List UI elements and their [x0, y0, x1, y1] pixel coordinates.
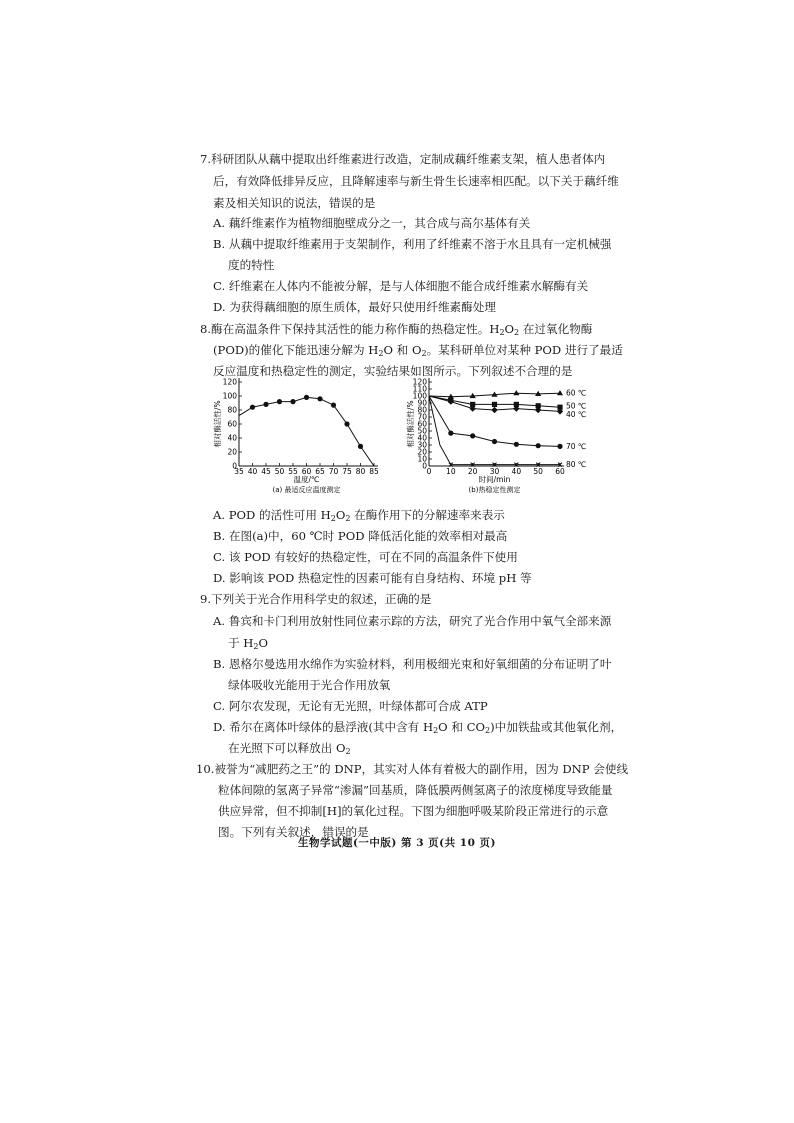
y-tick-label: 90: [417, 398, 427, 408]
data-point: [448, 431, 453, 436]
q7-option-d: D. 为获得藕细胞的原生质体，最好只使用纤维素酶处理: [213, 300, 496, 314]
data-point: [358, 444, 363, 449]
x-tick-label: 50: [533, 467, 543, 476]
q9-stem: 9.下列关于光合作用科学史的叙述，正确的是: [200, 592, 432, 606]
x-tick-label: 85: [369, 467, 379, 476]
q9-option-c: C. 阿尔农发现，无论有无光照，叶绿体都可合成 ATP: [213, 699, 488, 713]
chart-title: (a) 最适反应温度测定: [272, 486, 341, 494]
q8-stem-line-1: 8.酶在高温条件下保持其活性的能力称作酶的热稳定性。$H_2O_2$ 在过氧化物酶: [200, 322, 593, 337]
x-tick-label: 10: [446, 467, 456, 476]
q8-option-c: C. 该 POD 有较好的热稳定性，可在不同的高温条件下使用: [213, 550, 518, 564]
q8-stem-line-2: (POD)的催化下能迅速分解为 $H_2O$ 和 $O_2$。某科研单位对某种 POD 进行了最适: [213, 343, 623, 358]
series-label: 50 ℃: [566, 401, 587, 411]
series-label: 40 ℃: [566, 409, 587, 419]
y-tick-label: 10: [417, 454, 427, 464]
x-tick-label: 40: [511, 467, 522, 476]
q7-option-b-line-1: B. 从藕中提取纤维素用于支架制作，利用了纤维素不溶于水且具有一定机械强: [213, 237, 612, 251]
q7-stem-line-1: 7.科研团队从藕中提取出纤维素进行改造，定制成藕纤维素支架，植人患者体内: [200, 152, 606, 166]
q9-option-d-line-2: 在光照下可以释放出 $O_2$: [228, 741, 351, 756]
y-tick-label: 60: [227, 419, 237, 429]
y-tick-label: 0: [232, 461, 237, 471]
y-tick-label: 80: [417, 405, 427, 415]
x-tick-label: 70: [328, 467, 339, 476]
q8-option-b: B. 在图(a)中，60 ℃时 POD 降低活化能的效率相对最高: [213, 529, 508, 543]
y-tick-label: 20: [417, 447, 427, 457]
data-point: [536, 443, 541, 448]
q10-stem-line-1: 10.被誉为“减肥药之王”的 DNP，其实对人体有着极大的副作用，因为 DNP 会使线: [196, 762, 629, 776]
data-point: [514, 442, 519, 447]
y-tick-label: 120: [412, 377, 427, 387]
chart-a-svg: [210, 378, 390, 502]
chart-b-svg: [405, 378, 595, 502]
y-tick-label: 70: [417, 412, 427, 422]
x-tick-label: 60: [555, 467, 565, 476]
series-line: [239, 397, 374, 466]
y-tick-label: 0: [422, 461, 427, 471]
y-axis-label: 相对酶活性/%: [213, 400, 222, 448]
series-label: 70 ℃: [566, 441, 587, 451]
y-tick-label: 50: [417, 426, 427, 436]
data-point: [250, 405, 255, 410]
data-point: [557, 444, 562, 449]
q8-stem-line-3: 反应温度和热稳定性的测定，实验结果如图所示。下列叙述不合理的是: [213, 364, 573, 378]
y-tick-label: 100: [222, 391, 237, 401]
q9-option-b-line-2: 绿体吸收光能用于光合作用放氧: [228, 678, 391, 692]
data-point: [344, 421, 349, 426]
data-point: [557, 390, 563, 395]
x-tick-label: 65: [315, 467, 325, 476]
q9-option-a-line-1: A. 鲁宾和卡门利用放射性同位素示踪的方法，研究了光合作用中氧气全部来源: [213, 614, 612, 628]
data-point: [491, 407, 497, 413]
series-label: 60 ℃: [566, 388, 587, 398]
y-tick-label: 60: [417, 419, 427, 429]
x-tick-label: 20: [467, 467, 478, 476]
y-tick-label: 110: [412, 384, 427, 394]
data-point: [317, 396, 322, 401]
q7-option-a: A. 藕纤维素作为植物细胞壁成分之一，其合成与高尔基体有关: [213, 216, 531, 230]
y-tick-label: 80: [227, 405, 237, 415]
x-tick-label: 40: [247, 467, 258, 476]
q9-option-d-line-1: D. 希尔在离体叶绿体的悬浮液(其中含有 $H_2O$ 和 $CO_2$)中加铁盐或其他氧化剂，: [213, 720, 623, 735]
q7-option-c: C. 纤维素在人体内不能被分解，是与人体细胞不能合成纤维素水解酶有关: [213, 279, 589, 293]
data-point: [290, 399, 295, 404]
y-axis-label: 相对酶活性/%: [406, 400, 415, 448]
y-tick-label: 30: [417, 440, 427, 450]
chart-title: (b)热稳定性测定: [468, 486, 521, 494]
x-axis-label: 温度/℃: [293, 475, 320, 484]
x-tick-label: 75: [342, 467, 352, 476]
y-tick-label: 20: [227, 447, 237, 457]
chart-a: [210, 378, 390, 502]
y-tick-label: 40: [227, 433, 237, 443]
data-point: [263, 402, 268, 407]
y-tick-label: 100: [412, 391, 427, 401]
data-point: [304, 395, 309, 400]
q7-stem-line-3: 素及相关知识的说法，错误的是: [213, 196, 376, 210]
series-label: 80 ℃: [566, 460, 587, 470]
x-tick-label: 0: [426, 467, 432, 476]
x-tick-label: 30: [489, 467, 500, 476]
x-tick-label: 50: [274, 467, 285, 476]
q7-stem-line-2: 后，有效降低排异反应，且降解速率与新生骨生长速率相匹配。以下关于藕纤维: [213, 174, 619, 188]
x-tick-label: 60: [301, 467, 312, 476]
q9-option-b-line-1: B. 恩格尔曼选用水绵作为实验材料，利用极细光束和好氧细菌的分布证明了叶: [213, 657, 612, 671]
q9-option-a-line-2: 于 $H_2O$: [228, 636, 268, 651]
q10-stem-line-2: 粒体间隙的氢离子异常“渗漏”回基质，降低膜两侧氢离子的浓度梯度导致能量: [218, 783, 613, 797]
q7-option-b-line-2: 度的特性: [228, 258, 275, 272]
x-tick-label: 80: [355, 467, 366, 476]
data-point: [331, 403, 336, 408]
data-point: [492, 439, 497, 444]
data-point: [492, 402, 497, 407]
x-tick-label: 45: [261, 467, 271, 476]
x-axis-label: 时间/min: [478, 475, 511, 484]
x-tick-label: 55: [288, 467, 298, 476]
q8-option-d: D. 影响该 POD 热稳定性的因素可能有自身结构、环境 pH 等: [213, 571, 532, 585]
page-footer: 生物学试题(一中版) 第 3 页(共 10 页): [297, 837, 497, 849]
q10-stem-line-3: 供应异常，但不抑制[H]的氧化过程。下图为细胞呼吸某阶段正常进行的示意: [218, 804, 609, 818]
data-point: [277, 399, 282, 404]
q8-option-a: A. POD 的活性可用 $H_2O_2$ 在酶作用下的分解速率来表示: [213, 508, 505, 523]
x-tick-label: 35: [234, 467, 244, 476]
data-point: [470, 433, 475, 438]
y-tick-label: 120: [222, 377, 237, 387]
q10-stem-line-4: 图。下列有关叙述，错误的是: [218, 825, 369, 839]
data-point: [513, 390, 519, 395]
chart-b: [405, 378, 595, 502]
y-tick-label: 40: [417, 433, 427, 443]
